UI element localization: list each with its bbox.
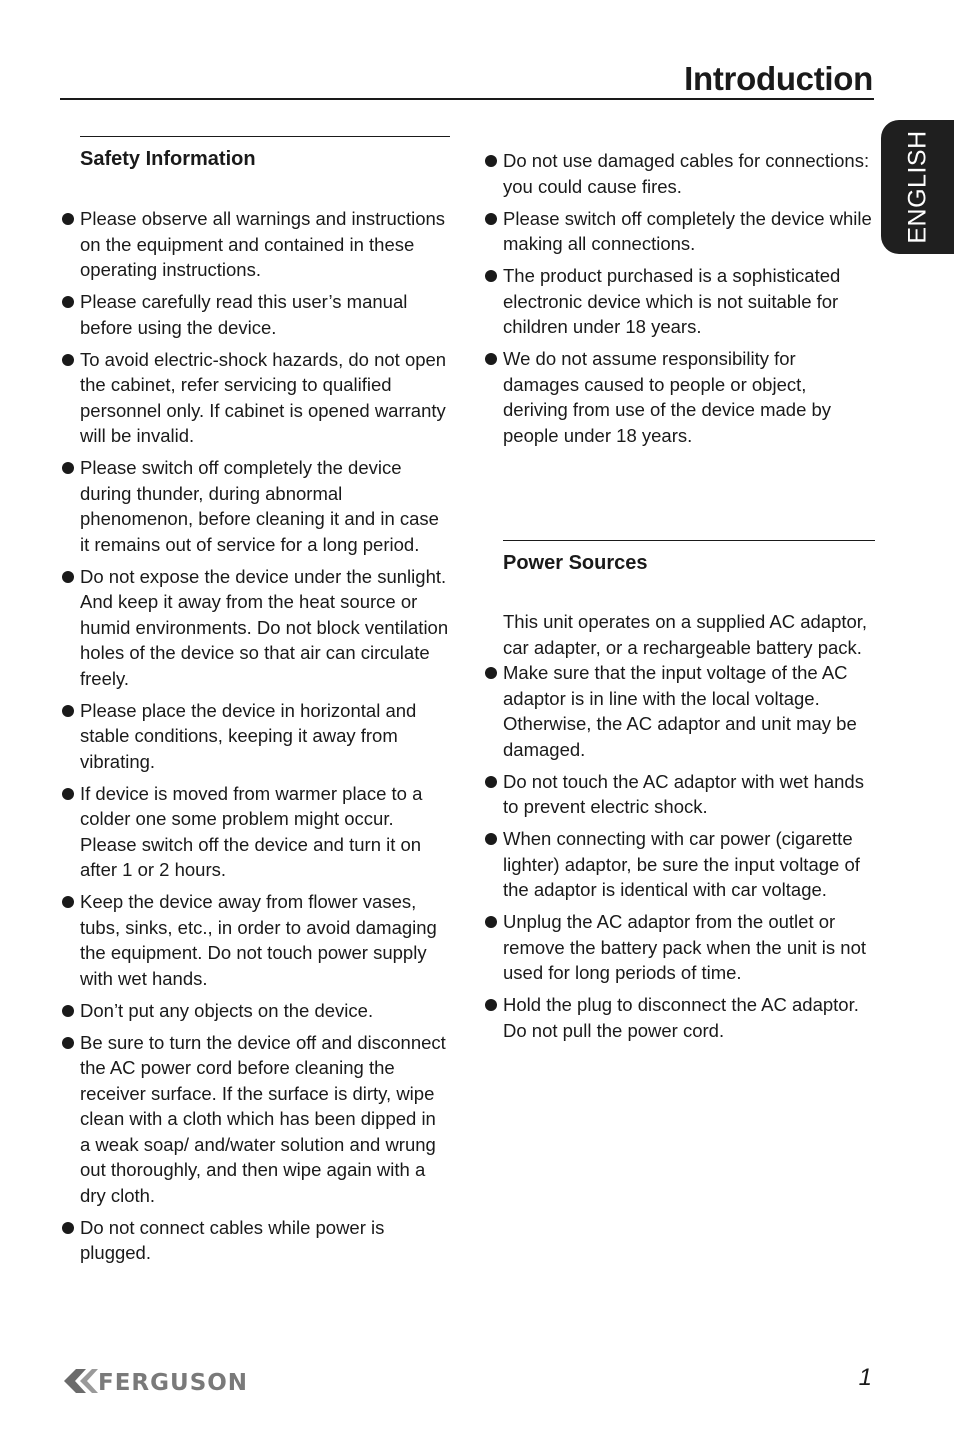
list-item: Please carefully read this user’s manual before using the device. xyxy=(62,289,450,340)
left-column xyxy=(62,136,450,1272)
bullet-icon xyxy=(62,571,74,583)
safety-list-continued xyxy=(485,148,875,448)
bullet-icon xyxy=(485,213,497,225)
ferguson-logo xyxy=(62,1366,302,1396)
bullet-icon xyxy=(62,462,74,474)
bullet-icon xyxy=(62,296,74,308)
list-item: Please switch off completely the device while making all connections. xyxy=(485,206,875,257)
list-item: Hold the plug to disconnect the AC adaptor. Do not pull the power cord. xyxy=(485,992,875,1043)
bullet-icon xyxy=(485,999,497,1011)
list-item: Please switch off completely the device during thunder, during abnormal phenomenon, before cleaning it and in case it remains out of service for a long period. xyxy=(62,455,450,557)
section-divider xyxy=(80,136,450,137)
power-intro: This unit operates on a supplied AC adaptor, car adapter, or a rechargeable battery pack. xyxy=(503,611,868,658)
section-divider xyxy=(503,540,875,541)
bullet-icon xyxy=(485,916,497,928)
bullet-icon xyxy=(485,353,497,365)
right-column xyxy=(485,148,875,1050)
list-item: Do not touch the AC adaptor with wet hands to prevent electric shock. xyxy=(485,769,875,820)
bullet-icon xyxy=(62,1222,74,1234)
list-item: If device is moved from warmer place to a colder one some problem might occur. Please switch off the device and turn it on after 1 or 2 hours. xyxy=(62,781,450,883)
list-item: Please place the device in horizontal and stable conditions, keeping it away from vibrating. xyxy=(62,698,450,775)
bullet-icon xyxy=(62,1005,74,1017)
list-item: Do not use damaged cables for connections: you could cause fires. xyxy=(485,148,875,199)
power-heading: Power Sources xyxy=(503,552,648,574)
list-item: Be sure to turn the device off and disconnect the AC power cord before cleaning the receiver surface. If the surface is dirty, wipe clean with a cloth which has been dipped in a weak soap/ and/water solution and wrung out thoroughly, and then wipe again with a dry cloth. xyxy=(62,1030,450,1209)
language-tab-label: ENGLISH xyxy=(903,130,931,244)
power-list xyxy=(485,660,875,1043)
bullet-icon xyxy=(62,788,74,800)
list-item: Don’t put any objects on the device. xyxy=(62,998,450,1024)
page-title: Introduction xyxy=(684,60,873,97)
list-item: Do not expose the device under the sunlight. And keep it away from the heat source or humid environments. Do not block ventilation holes of the device so that air can circulate freely. xyxy=(62,564,450,692)
list-item: Do not connect cables while power is plugged. xyxy=(62,1215,450,1266)
list-item: When connecting with car power (cigarette lighter) adaptor, be sure the input voltage of the adaptor is identical with car voltage. xyxy=(485,826,875,903)
bullet-icon xyxy=(485,833,497,845)
bullet-icon xyxy=(485,270,497,282)
bullet-icon xyxy=(485,155,497,167)
list-item: The product purchased is a sophisticated electronic device which is not suitable for children under 18 years. xyxy=(485,263,875,340)
title-divider xyxy=(60,98,874,100)
page-number: 1 xyxy=(858,1364,872,1391)
bullet-icon xyxy=(62,213,74,225)
logo-text: FERGUSON xyxy=(98,1370,249,1396)
list-item: Unplug the AC adaptor from the outlet or remove the battery pack when the unit is not used for long periods of time. xyxy=(485,909,875,986)
bullet-icon xyxy=(62,1037,74,1049)
bullet-icon xyxy=(485,776,497,788)
list-item: To avoid electric-shock hazards, do not open the cabinet, refer servicing to qualified personnel only. If cabinet is opened warranty will be invalid. xyxy=(62,347,450,449)
list-item: Keep the device away from flower vases, tubs, sinks, etc., in order to avoid damaging the equipment. Do not touch power supply with wet hands. xyxy=(62,889,450,991)
bullet-icon xyxy=(485,667,497,679)
list-item: We do not assume responsibility for damages caused to people or object, deriving from use of the device made by people under 18 years. xyxy=(485,346,875,448)
bullet-icon xyxy=(62,354,74,366)
safety-heading: Safety Information xyxy=(80,148,256,170)
list-item: Please observe all warnings and instructions on the equipment and contained in these operating instructions. xyxy=(62,206,450,283)
language-tab xyxy=(881,120,954,254)
list-item: Make sure that the input voltage of the AC adaptor is in line with the local voltage. Otherwise, the AC adaptor and unit may be damaged. xyxy=(485,660,875,762)
safety-list xyxy=(62,206,450,1266)
bullet-icon xyxy=(62,896,74,908)
bullet-icon xyxy=(62,705,74,717)
